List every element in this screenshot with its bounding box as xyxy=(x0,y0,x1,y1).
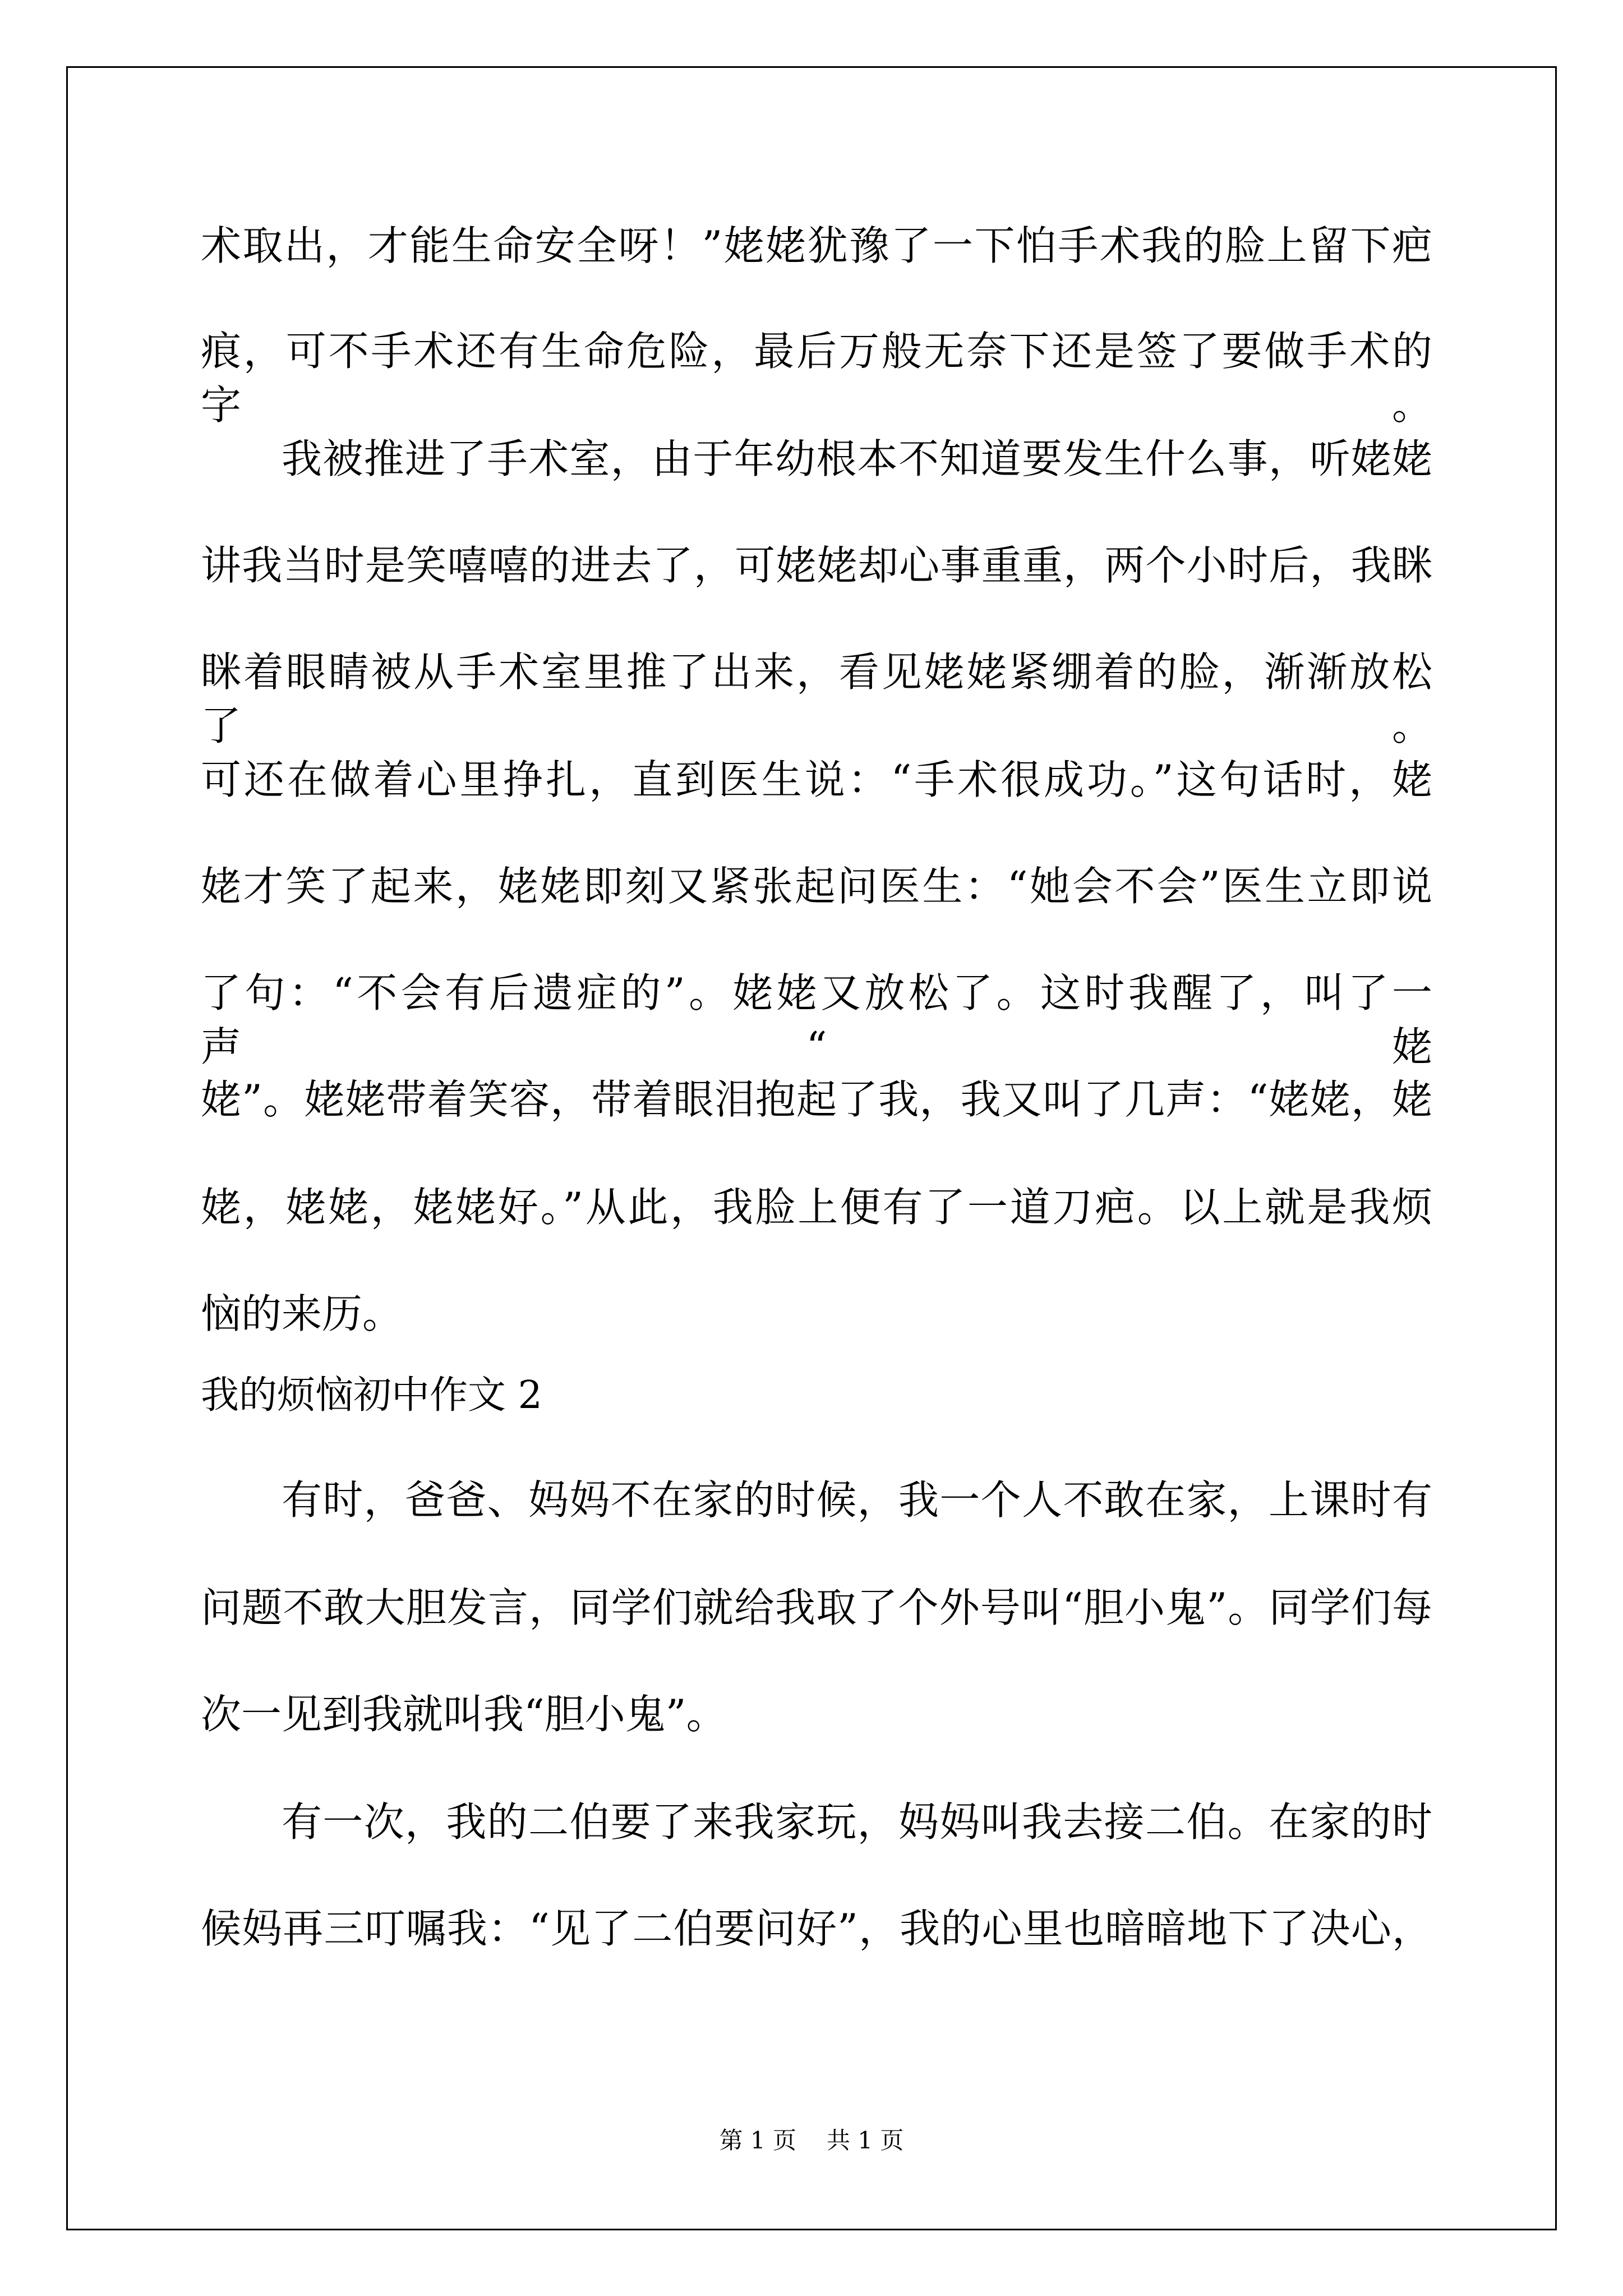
paragraph-line: 讲我当时是笑嘻嘻的进去了，可姥姥却心事重重，两个小时后，我眯 xyxy=(201,542,1432,589)
paragraph-line: 眯着眼睛被从手术室里推了出来，看见姥姥紧绷着的脸，渐渐放松了。 xyxy=(201,648,1432,749)
paragraph-line: 术取出，才能生命安全呀！”姥姥犹豫了一下怕手术我的脸上留下疤 xyxy=(201,222,1432,269)
section-heading: 我的烦恼初中作文 2 xyxy=(201,1373,542,1418)
paragraph-line: 候妈再三叮嘱我：“见了二伯要问好”，我的心里也暗暗地下了决心， xyxy=(201,1905,1432,1952)
paragraph-line: 我被推进了手术室，由于年幼根本不知道要发生什么事，听姥姥 xyxy=(282,435,1432,482)
paragraph-line: 恼的来历。 xyxy=(201,1290,403,1337)
page-number: 第 1 页 xyxy=(719,2127,796,2154)
page-total: 共 1 页 xyxy=(827,2127,904,2154)
paragraph-line: 姥”。姥姥带着笑容，带着眼泪抱起了我，我又叫了几声：“姥姥，姥 xyxy=(201,1076,1432,1123)
paragraph-line: 有时，爸爸、妈妈不在家的时候，我一个人不敢在家，上课时有 xyxy=(282,1476,1432,1524)
paragraph-line: 了句：“不会有后遗症的”。姥姥又放松了。这时我醒了，叫了一声“姥 xyxy=(201,969,1432,1070)
paragraph-line: 问题不敢大胆发言，同学们就给我取了个外号叫“胆小鬼”。同学们每 xyxy=(201,1584,1432,1631)
paragraph-line: 可还在做着心里挣扎，直到医生说：“手术很成功。”这句话时，姥 xyxy=(201,756,1432,803)
paragraph-line: 姥才笑了起来，姥姥即刻又紧张起问医生：“她会不会”医生立即说 xyxy=(201,863,1432,910)
page-footer xyxy=(0,2125,1623,2156)
paragraph-line: 痕，可不手术还有生命危险，最后万般无奈下还是签了要做手术的字。 xyxy=(201,328,1432,429)
paragraph-line: 次一见到我就叫我“胆小鬼”。 xyxy=(201,1691,727,1738)
paragraph-line: 姥，姥姥，姥姥好。”从此，我脸上便有了一道刀疤。以上就是我烦 xyxy=(201,1184,1432,1231)
paragraph-line: 有一次，我的二伯要了来我家玩，妈妈叫我去接二伯。在家的时 xyxy=(282,1798,1432,1846)
